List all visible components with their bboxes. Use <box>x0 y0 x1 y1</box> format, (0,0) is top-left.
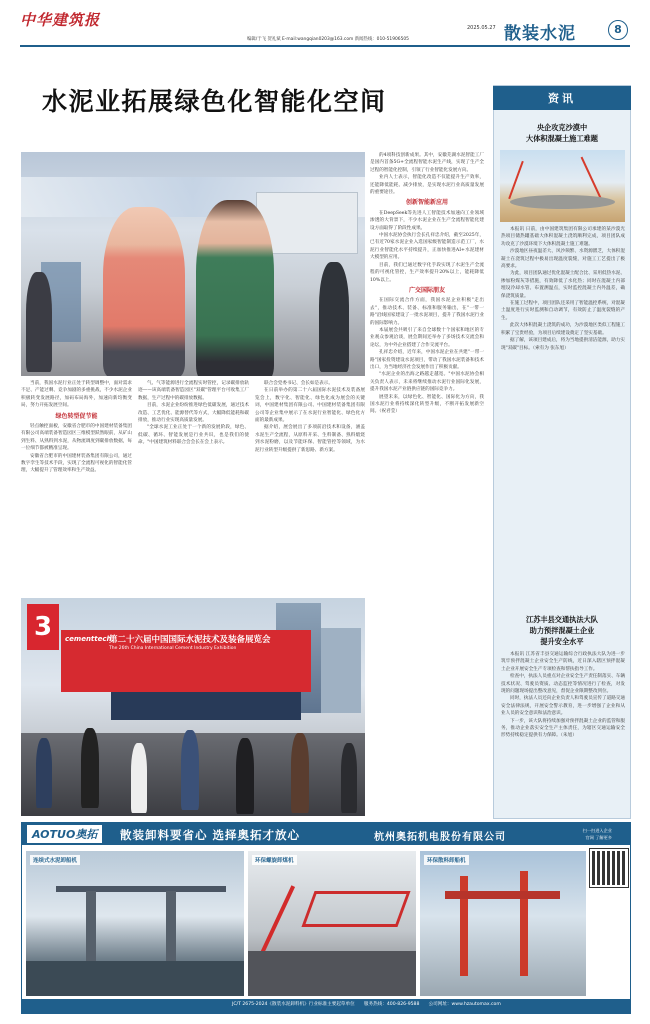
article-column-1 <box>21 380 132 595</box>
sidebar-article-1-title <box>494 122 630 144</box>
headline: 水泥业拓展绿色化智能化空间 <box>42 87 387 116</box>
qr-label-line-1: 扫一扫进入企业 <box>582 828 612 833</box>
ad-brand-logo: AOTUO奥拓 <box>27 825 102 843</box>
expo-hall-number: 3 <box>27 604 59 650</box>
col4-para-6: 在国际交流合作方面，我国水泥企业积极"走出去"，推动技术、装备、标准和服务输出，在"一带一路"沿线国家建设了一批水泥项目，提升了我国水泥行业的国际影响力。 <box>370 298 484 326</box>
expo-banner-en: The 26th China International Cement Industry Exhibition <box>109 646 237 651</box>
subhead-international: 广交国际朋友 <box>408 286 445 294</box>
col3-para-3: 据介绍，展会展出了多项前沿技术和设备，涵盖水泥生产全流程，从原料开采、生料制备、熟料煅烧到水泥粉磨，以及节能环保、智能管控等领域，为水泥行业转型升级提供了新思路、新方案。 <box>255 425 365 453</box>
a1-para-1: 本报讯 日前，由中国建筑集团有限公司承建的某沙漠光热项目储热罐基础大体积混凝土浇筑顺利完成，项目团队成功攻克了沙漠环境下大体积混凝土施工难题。 <box>501 227 625 247</box>
ad-caption-3: 环保散料卸船机 <box>424 855 469 865</box>
a1-para-3: 为此，项目团队通过优化混凝土配合比、采用低热水泥、掺加粉煤灰等措施，有效降低了水化热；同时在混凝土内部埋设冷却水管、布置测温点，实时监控混凝土内外温差，确保浇筑质量。 <box>501 271 625 299</box>
a2-title-line-3: 提升安全水平 <box>540 637 584 646</box>
a2-para-2: 检查中，执法人员重点对企业安全生产责任制落实、车辆技术状况、驾驶员资质、动态监控等情况进行了检查，对发现的问题现场提出整改意见，督促企业限期整改到位。 <box>501 674 625 695</box>
a2-title-line-2: 助力预拌混凝土企业 <box>529 626 595 635</box>
col1-para-2: 轻点触控面板，安徽省合肥市的中国建材装备集团有限公司高端装备智造园区三维模型跃然眼前，从矿山到生料、从熟料到水泥，从物流调度到碳排放数据，每一位细节都被精准呈现。 <box>21 424 132 452</box>
a2-para-1: 本报讯 江苏省丰县交通运输综合行政执法大队为进一步筑牢预拌混凝土企业安全生产防线，近日深入辖区预拌混凝土企业开展安全生产专项检查和帮扶指导工作。 <box>501 652 625 672</box>
col4-para-7: 本届展会共吸引了来自全球数十个国家和地区的专业观众参观洽谈，展会期间还举办了多场技术交流会和论坛，为中外企业搭建了合作交流平台。 <box>370 327 484 348</box>
a1-title-line-2: 大体积混凝土施工难题 <box>526 134 598 143</box>
a1-para-5: 此次大体积混凝土浇筑的成功，为沙漠地区类似工程施工积累了宝贵经验，为项目后续建设奠定了坚实基础。 <box>501 323 625 336</box>
masthead-rule <box>20 45 630 47</box>
col4-para-10: 展望未来，以绿色化、智能化、国际化为方向，我国水泥行业将持续深化转型升级，不断开拓发展新空间。（祝君莹） <box>370 394 484 415</box>
sidebar-article-1-body <box>501 226 625 611</box>
ad-photo-ship-unloader <box>26 851 244 996</box>
col3-para-1: 联合会党委书记、会长如是表示。 <box>264 381 333 386</box>
ad-photo-screw-unloader <box>248 851 416 996</box>
article-column-3 <box>255 380 365 595</box>
section-title: 散装水泥 <box>504 24 576 44</box>
news-sidebar <box>493 85 631 819</box>
a2-para-3: 同时，执法人员还向企业负责人和驾驶员宣传了道路交通安全法律法规，开展安全警示教育，进一步增强了企业和从业人员的安全意识和法治意识。 <box>501 696 625 717</box>
article-column-2 <box>138 380 249 595</box>
ad-slogan: 散装卸料要省心 选择奥拓才放心 <box>120 828 301 842</box>
page-number: 8 <box>608 20 628 40</box>
a1-para-6: 据了解，该项目建成后，将为当地提供清洁能源，助力实现"双碳"目标。（索有为 张东旭） <box>501 338 625 351</box>
ad-photo-bulk-unloader <box>420 851 586 996</box>
ad-company: 杭州奥拓机电股份有限公司 <box>374 832 506 843</box>
qr-label-line-2: 官网 了解更多 <box>585 835 612 840</box>
ad-caption-2: 环保螺旋卸煤机 <box>252 855 297 865</box>
ad-footer: JC/T 2675-2024《散装水泥卸料机》行业标准主要起草单位 服务热线：400-826-9588 公司网址：www.hzautomax.com <box>232 1002 501 1007</box>
sidebar-article-2-body <box>501 651 625 813</box>
advertisement <box>21 822 631 1014</box>
expo-banner-title: 第二十六届中国国际水泥技术及装备展览会 <box>109 635 271 645</box>
masthead-logo: 中华建筑报 <box>20 11 101 29</box>
qr-code <box>590 849 628 887</box>
col1-para-1: 当前，我国水泥行业正处于转型调整中，面对需求不足、产能过剩、竞争加剧的多重挑战，不少水泥企业积极转变发展路径，加码布局海外，加速向新均衡变局，努力开拓发展空间。 <box>21 381 132 409</box>
desert-construction-photo <box>500 150 625 222</box>
ad-caption-1: 连续式水泥卸船机 <box>30 855 80 865</box>
col4-para-4: 中国水泥协会执行会长孔祥忠介绍，截至2025年，已有近70家水泥企业入选国家级智能制造示范工厂，水泥行业智能化水平持续提升，正加快推进AI+水泥建材大模型的应用。 <box>370 233 484 261</box>
col4-para-2: 业内人士表示，智能化改造不仅能提升生产效率，还能降低能耗、减少排放，是实现水泥行业高质量发展的重要途径。 <box>370 175 484 196</box>
ad-qr-label <box>562 827 612 841</box>
expo-entrance-photo <box>21 598 365 816</box>
a1-para-4: 在施工过程中，项目团队还采用了智能温控系统，对混凝土温度进行实时监测和自动调节，有效防止了温度裂缝的产生。 <box>501 301 625 321</box>
col4-para-5: 目前，我们已通过数字化手段实现了水泥生产全流程的可视化管控，生产效率提升20%以上，能耗降低10%以上。 <box>370 262 484 283</box>
col4-para-9: "水泥企业的出海之路越走越宽。"中国水泥协会相关负责人表示，未来将继续推动水泥行业国际化发展，提升我国水泥产业链供应链的国际竞争力。 <box>370 372 484 393</box>
a2-para-4: 下一步，该大队将持续加强对预拌混凝土企业的监管和服务，推动企业落实安全生产主体责任，为辖区交通运输安全形势持续稳定提供有力保障。（朱旭） <box>501 718 625 739</box>
subhead-smart: 创新智能新应用 <box>405 199 448 207</box>
a2-title-line-1: 江苏丰县交通执法大队 <box>526 615 598 624</box>
a1-title-line-1: 央企攻克沙漠中 <box>536 123 588 132</box>
col1-para-3: 安徽省合肥市的中国建材装备集团有限公司，通过数字孪生等技术手段，实现了全流程可视化的智能化管理，大幅提升了管理效率和生产效益。 <box>21 453 132 474</box>
col4-para-3: 在DeepSeek等先进人工智能技术加速向工业领域渗透的大背景下，不少水泥企业在生产全流程智能化建设方面取得了阶段性成果。 <box>370 210 484 231</box>
issue-date: 2025.05.27 <box>467 25 496 31</box>
expo-visitors-photo <box>21 152 365 376</box>
col4-para-1: 的4项科技创新成果。其中，安徽芜湖水泥智能工厂是国内首条5G+全流程智能水泥生产线，实现了生产全过程的智能化控制，引领了行业智能化发展方向。 <box>370 153 484 173</box>
col2-para-1: 气、气等能源进行全流程实时管控，记录碳排放轨迹——该高端装备智造园区"双碳"管理平台可收集工厂数据，生产过程中的碳排放数据。 <box>138 381 249 401</box>
sidebar-header: 资讯 <box>548 92 576 105</box>
sidebar-article-2-title <box>494 614 630 647</box>
col3-para-2: 在日前举办的第二十六届国际水泥技术及装备展览会上，数字化、智能化、绿色化成为展会的关键词，中国建材集团有限公司、中国建材装备集团有限公司等企业集中展示了在水泥行业智能化、绿色化方面的最新成果。 <box>255 388 365 424</box>
article-column-4 <box>370 152 484 816</box>
expo-brand: cementtech <box>65 635 112 643</box>
col4-para-8: 孔祥忠介绍，近年来，中国水泥企业在共建"一带一路"国家投资建设水泥项目，带动了我国水泥装备和技术出口，为当地经济社会发展作出了积极贡献。 <box>370 350 484 370</box>
editor-line: 编辑/于飞 贺礼斌 E-mail:wangqian0203@163.com 新闻热线：010-51906505 <box>247 37 409 42</box>
a1-para-2: 沙漠地区昼夜温差大、风沙频繁、水资源匮乏，大体积混凝土在浇筑过程中极易出现温度裂缝，对施工工艺提出了极高要求。 <box>501 249 625 270</box>
col2-para-2: 目前，水泥企业纷纷推进绿色低碳发展，通过技术改造、工艺优化、能源替代等方式，大幅降低能耗和碳排放，推动行业实现高质量发展。 <box>138 403 249 424</box>
subhead-green: 绿色转型促节能 <box>55 412 98 420</box>
col2-para-3: "全球水泥工业正处于一个新的发展阶段，绿色、低碳、循环、智能发展是行业共识，也是我们的使命。"中国建筑材料联合会会长在会上表示。 <box>138 425 249 446</box>
